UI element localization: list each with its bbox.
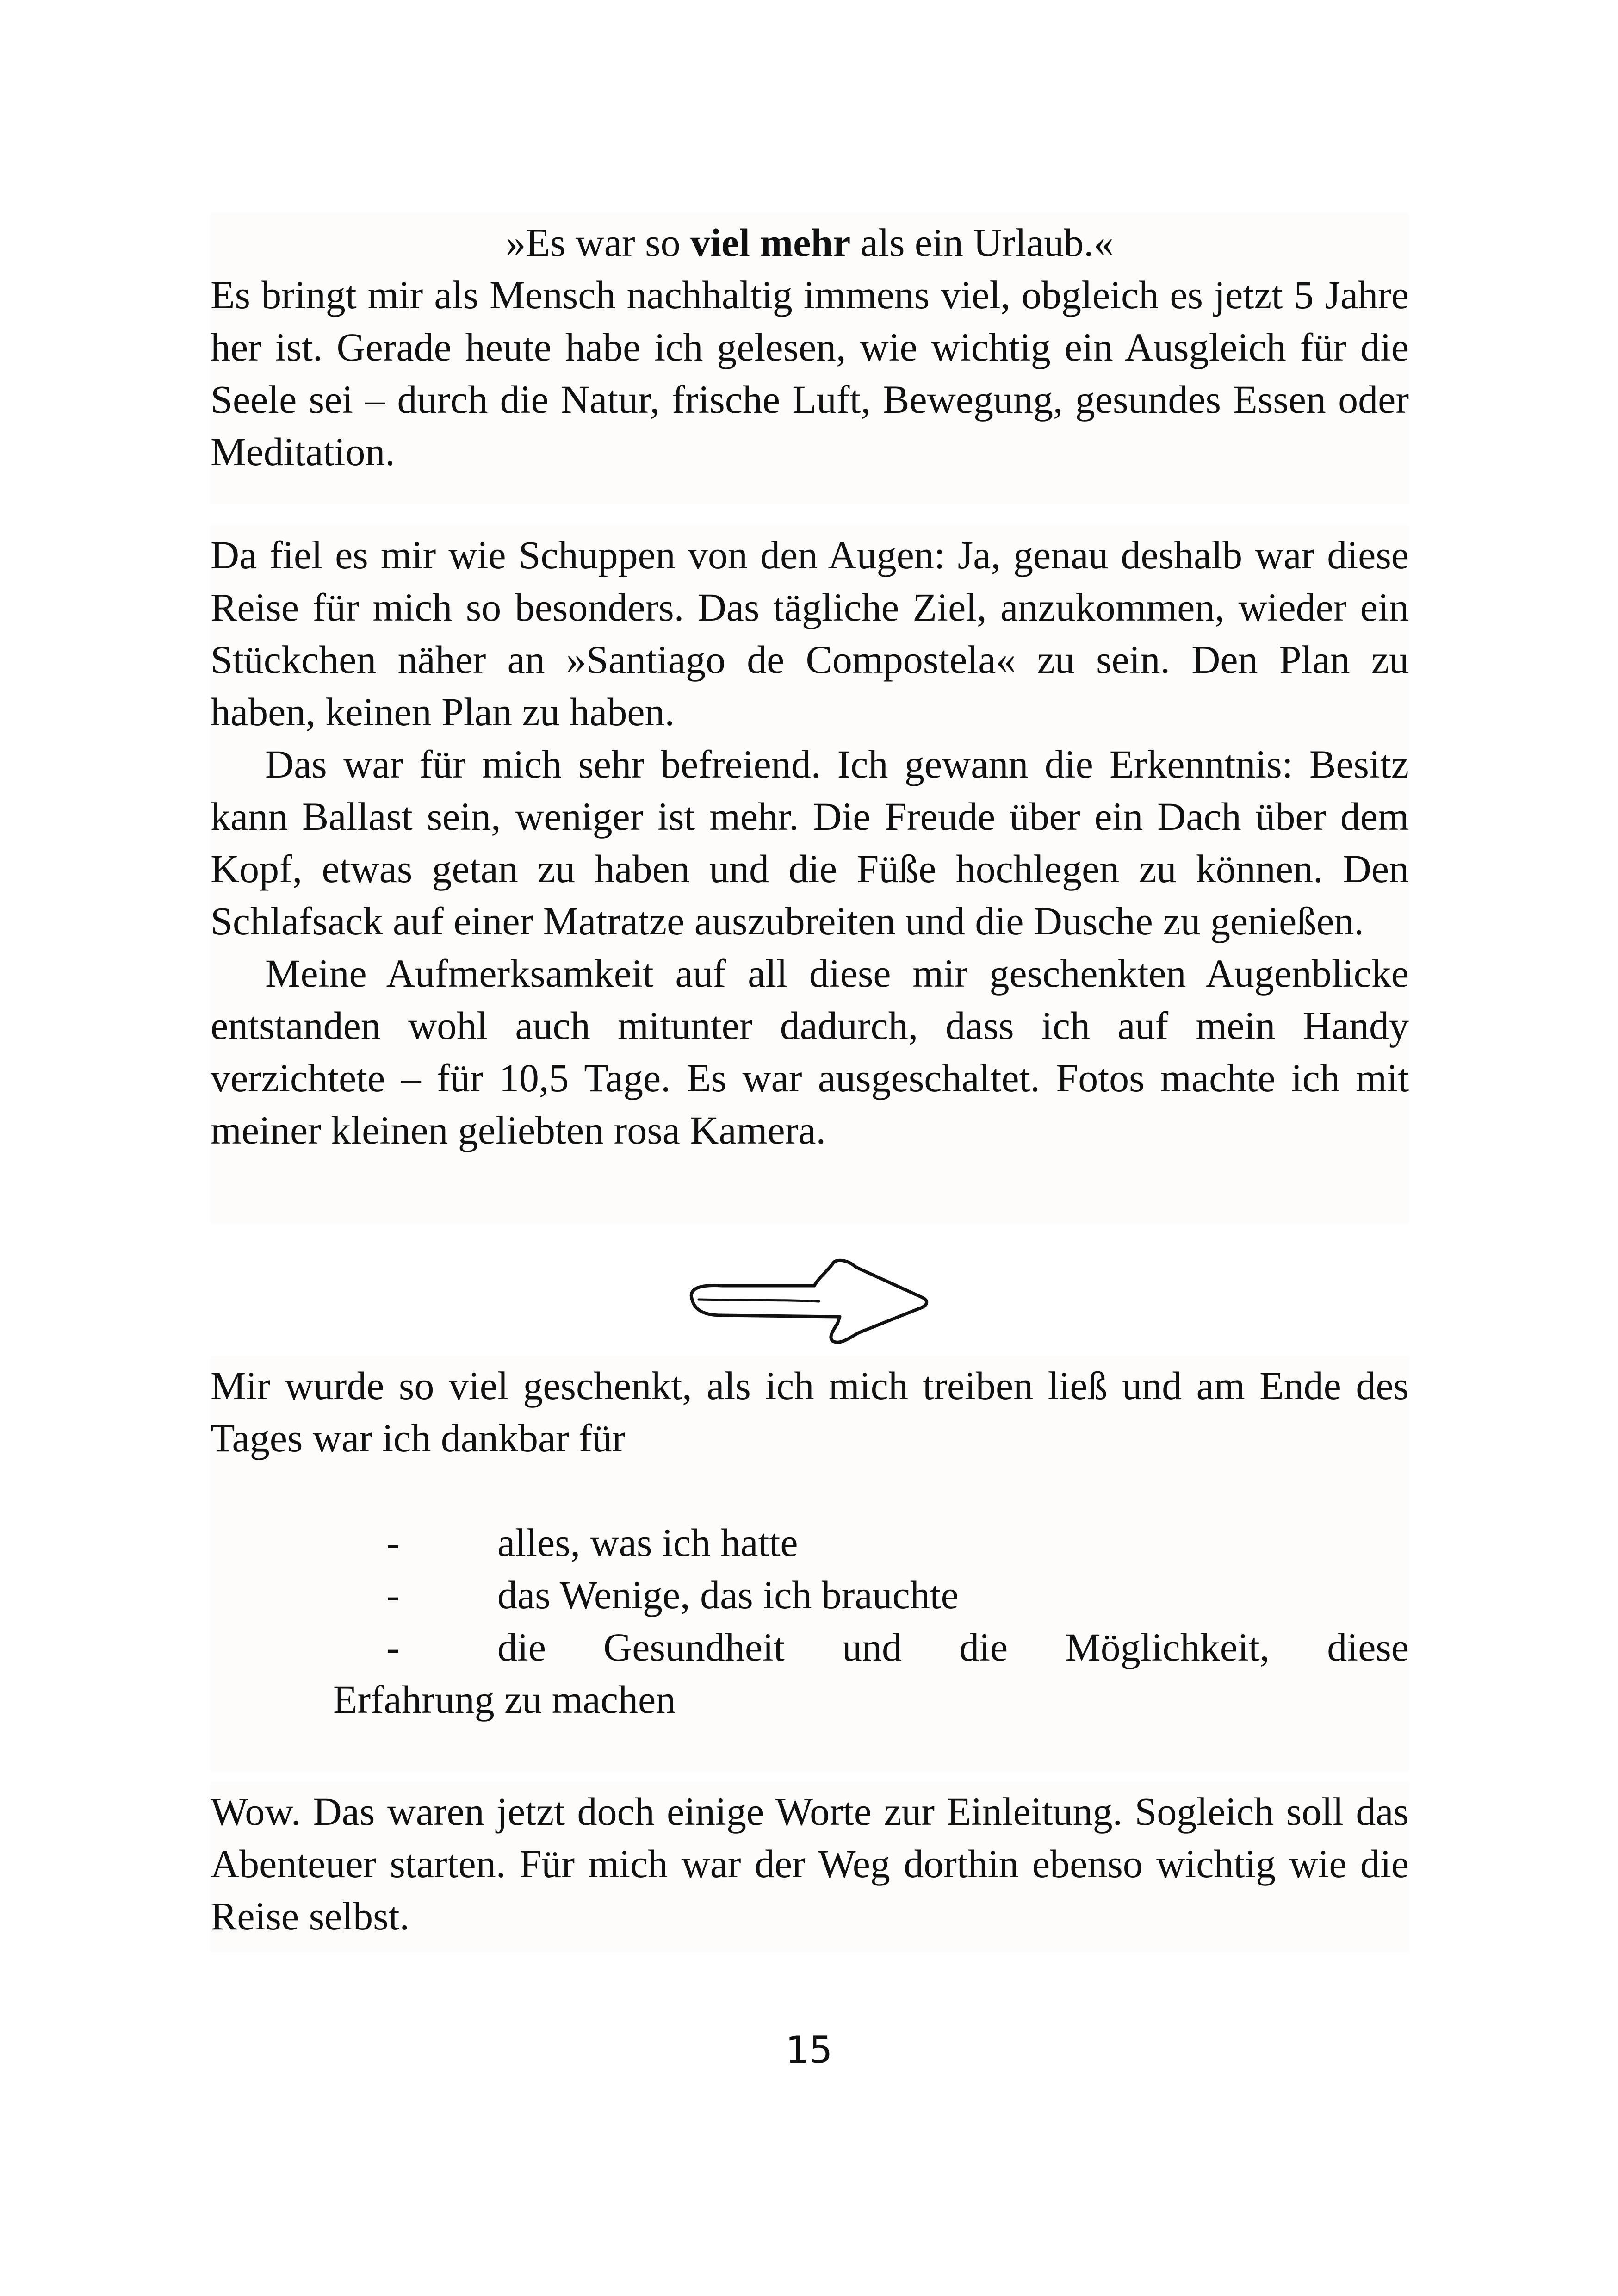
text-block-gratitude [211,1356,1409,1772]
text-block-closing [211,1782,1409,1952]
text-block-middle [211,525,1409,1223]
quote-bold: viel mehr [690,220,851,265]
paragraph-3: Das war für mich sehr befreiend. Ich gewann die Erkenntnis: Besitz kann Ballast sein, weniger ist mehr. Die Freude über ein Dach über dem Kopf, etwas getan zu haben und die Füße hochlegen zu können. Den Schlafsack auf einer Matratze auszubreiten und die Dusche zu genießen. [211,742,1409,943]
page-number: 15 [785,2028,833,2072]
spacer [211,1464,1409,1517]
text-block-intro [211,213,1409,504]
bullet-dash: - [386,1520,400,1565]
gratitude-list [211,1517,1409,1726]
list-item-text: die Gesundheit und die Möglichkeit, diese [497,1625,1409,1669]
list-item-text: das Wenige, das ich brauchte [497,1573,959,1617]
paragraph-2: Da fiel es mir wie Schuppen von den Augen: Ja, genau deshalb war diese Reise für mich so besonders. Das tägliche Ziel, anzukommen, wieder ein Stückchen näher an »Santiago de Compostela« zu sein. Den Plan zu haben, keinen Plan zu haben. [211,533,1409,734]
quote-line [211,217,1409,269]
hand-drawn-arrow-icon [680,1245,939,1351]
list-item [211,1621,1409,1674]
list-item-continuation: Erfahrung zu machen [333,1677,676,1722]
quote-suffix: als ein Urlaub.« [850,220,1114,265]
paragraph-1: Es bringt mir als Mensch nachhaltig immens viel, obgleich es jetzt 5 Jahre her ist. Gerade heute habe ich gelesen, wie wichtig ein Ausgleich für die Seele sei – durch die Natur, frische Luft, Bewegung, gesundes Essen oder Meditation. [211,273,1409,474]
list-item-text: alles, was ich hatte [497,1520,798,1565]
quote-prefix: »Es war so [506,220,691,265]
bullet-dash: - [386,1625,400,1669]
list-item [211,1517,1409,1569]
paragraph-4: Meine Aufmerksamkeit auf all diese mir geschenkten Augenblicke entstanden wohl auch mitunter dadurch, dass ich auf mein Handy verzichtete – für 10,5 Tage. Es war ausgeschaltet. Fotos machte ich mit meiner kleinen geliebten rosa Kamera. [211,951,1409,1152]
paragraph-6: Wow. Das waren jetzt doch einige Worte zur Einleitung. Sogleich soll das Abenteuer starten. Für mich war der Weg dorthin ebenso wichtig wie die Reise selbst. [211,1789,1409,1938]
paragraph-5: Mir wurde so viel geschenkt, als ich mich treiben ließ und am Ende des Tages war ich dankbar für [211,1363,1409,1460]
list-item [211,1569,1409,1621]
bullet-dash: - [386,1573,400,1617]
